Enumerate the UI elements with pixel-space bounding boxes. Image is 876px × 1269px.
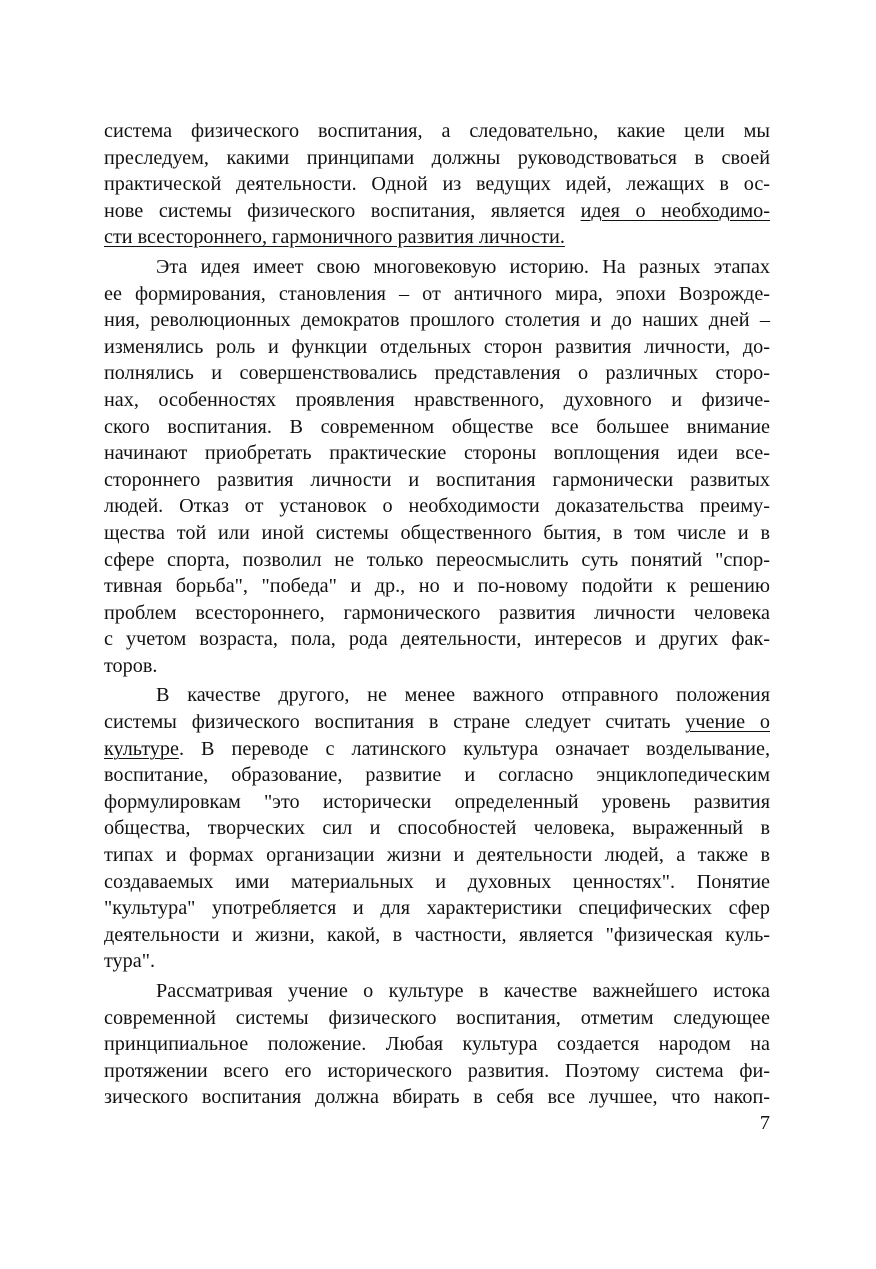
text-line	[104, 573, 770, 600]
text-segment: воспитание, образование, развитие и согласно энциклопедическим	[104, 764, 770, 787]
text-line	[104, 1084, 770, 1111]
text-segment: "культура" употребляется и для характеристики специфических сфер	[104, 897, 770, 920]
text-line	[104, 1058, 770, 1085]
paragraph	[104, 118, 770, 251]
text-line	[104, 414, 770, 441]
text-line	[104, 145, 770, 172]
text-line	[104, 520, 770, 547]
text-line	[104, 948, 770, 975]
underlined-text: сти всестороннего, гармоничного развития личности.	[104, 226, 565, 249]
text-segment: стороннего развития личности и воспитания гармонически развитых	[104, 468, 770, 491]
text-segment: Рассматривая учение о культуре в качестве важнейшего истока	[156, 980, 770, 1002]
text-line	[104, 736, 770, 763]
text-segment: тура".	[104, 950, 155, 973]
text-segment: Эта идея имеет свою многовековую историю. На разных этапах	[156, 255, 770, 278]
text-line	[104, 198, 770, 225]
text-segment: людей. Отказ от установок о необходимости доказательства преиму-	[104, 495, 770, 518]
text-segment: сфере спорта, позволил не только переосмыслить суть понятий "спор-	[104, 548, 770, 571]
text-segment: типах и формах организации жизни и деятельности людей, а также в	[104, 844, 770, 867]
text-line	[104, 600, 770, 627]
text-segment: с учетом возраста, пола, рода деятельности, интересов и других фак-	[104, 628, 770, 651]
text-line	[104, 653, 770, 680]
text-line	[104, 709, 770, 736]
text-segment: современной системы физического воспитания, отметим следующее	[104, 1006, 770, 1029]
text-line	[104, 171, 770, 198]
text-line	[104, 762, 770, 789]
text-segment: полнялись и совершенствовались представления о различных сторо-	[104, 362, 770, 385]
text-segment: принципиальное положение. Любая культура создается народом на	[104, 1033, 770, 1056]
text-segment: система физического воспитания, а следовательно, какие цели мы	[104, 120, 770, 142]
text-segment: преследуем, какими принципами должны руководствоваться в своей	[104, 146, 770, 169]
text-segment: . В переводе с латинского культура означает возделывание,	[178, 737, 770, 760]
underlined-text: культуре	[104, 737, 179, 760]
text-line	[104, 978, 770, 1005]
paragraph	[104, 254, 770, 680]
text-segment: изменялись роль и функции отдельных сторон развития личности, до-	[104, 335, 770, 358]
text-line	[104, 307, 770, 334]
page-number: 7	[759, 1112, 770, 1134]
text-line	[104, 281, 770, 308]
page-body	[104, 118, 770, 1111]
text-segment: нове системы физического воспитания, является	[104, 199, 581, 222]
text-segment: общества, творческих сил и способностей человека, выраженный в	[104, 817, 770, 840]
text-line	[104, 493, 770, 520]
text-segment: В качестве другого, не менее важного отправного положения	[156, 684, 770, 707]
text-segment: системы физического воспитания в стране следует считать	[104, 711, 686, 734]
text-segment: ния, революционных демократов прошлого столетия и до наших дней –	[104, 309, 770, 332]
text-segment: зического воспитания должна вбирать в себя все лучшее, что накоп-	[104, 1086, 770, 1109]
text-line	[104, 360, 770, 387]
text-segment: ее формирования, становления – от античного мира, эпохи Возрожде-	[104, 282, 770, 305]
text-line	[104, 440, 770, 467]
text-line	[104, 387, 770, 414]
text-segment: тивная борьба", "победа" и др., но и по-новому подойти к решению	[104, 575, 770, 598]
text-line	[104, 254, 770, 281]
text-segment: формулировкам "это исторически определенный уровень развития	[104, 790, 770, 813]
text-line	[104, 922, 770, 949]
text-line	[104, 224, 770, 251]
text-line	[104, 118, 770, 145]
text-line	[104, 334, 770, 361]
text-segment: деятельности и жизни, какой, в частности, является "физическая куль-	[104, 923, 770, 946]
text-line	[104, 869, 770, 896]
text-line	[104, 1005, 770, 1032]
text-line	[104, 682, 770, 709]
text-segment: ского воспитания. В современном обществе все большее внимание	[104, 415, 770, 438]
underlined-text: учение о	[685, 711, 770, 734]
text-line	[104, 547, 770, 574]
text-segment: нах, особенностях проявления нравственного, духовного и физиче-	[104, 388, 770, 411]
text-segment: создаваемых ими материальных и духовных ценностях". Понятие	[104, 870, 770, 893]
text-line	[104, 467, 770, 494]
underlined-text: идея о необходимо-	[580, 199, 771, 222]
paragraph	[104, 978, 770, 1111]
text-segment: щества той или иной системы общественного бытия, в том числе и в	[104, 521, 770, 544]
text-segment: начинают приобретать практические стороны воплощения идеи все-	[104, 442, 770, 465]
text-line	[104, 842, 770, 869]
text-segment: торов.	[104, 654, 158, 677]
text-line	[104, 1031, 770, 1058]
paragraph	[104, 682, 770, 975]
text-segment: проблем всестороннего, гармонического развития личности человека	[104, 601, 770, 624]
text-line	[104, 815, 770, 842]
text-segment: протяжении всего его исторического развития. Поэтому система фи-	[104, 1059, 770, 1082]
text-line	[104, 626, 770, 653]
text-line	[104, 789, 770, 816]
text-segment: практической деятельности. Одной из ведущих идей, лежащих в ос-	[104, 173, 770, 196]
text-line	[104, 895, 770, 922]
